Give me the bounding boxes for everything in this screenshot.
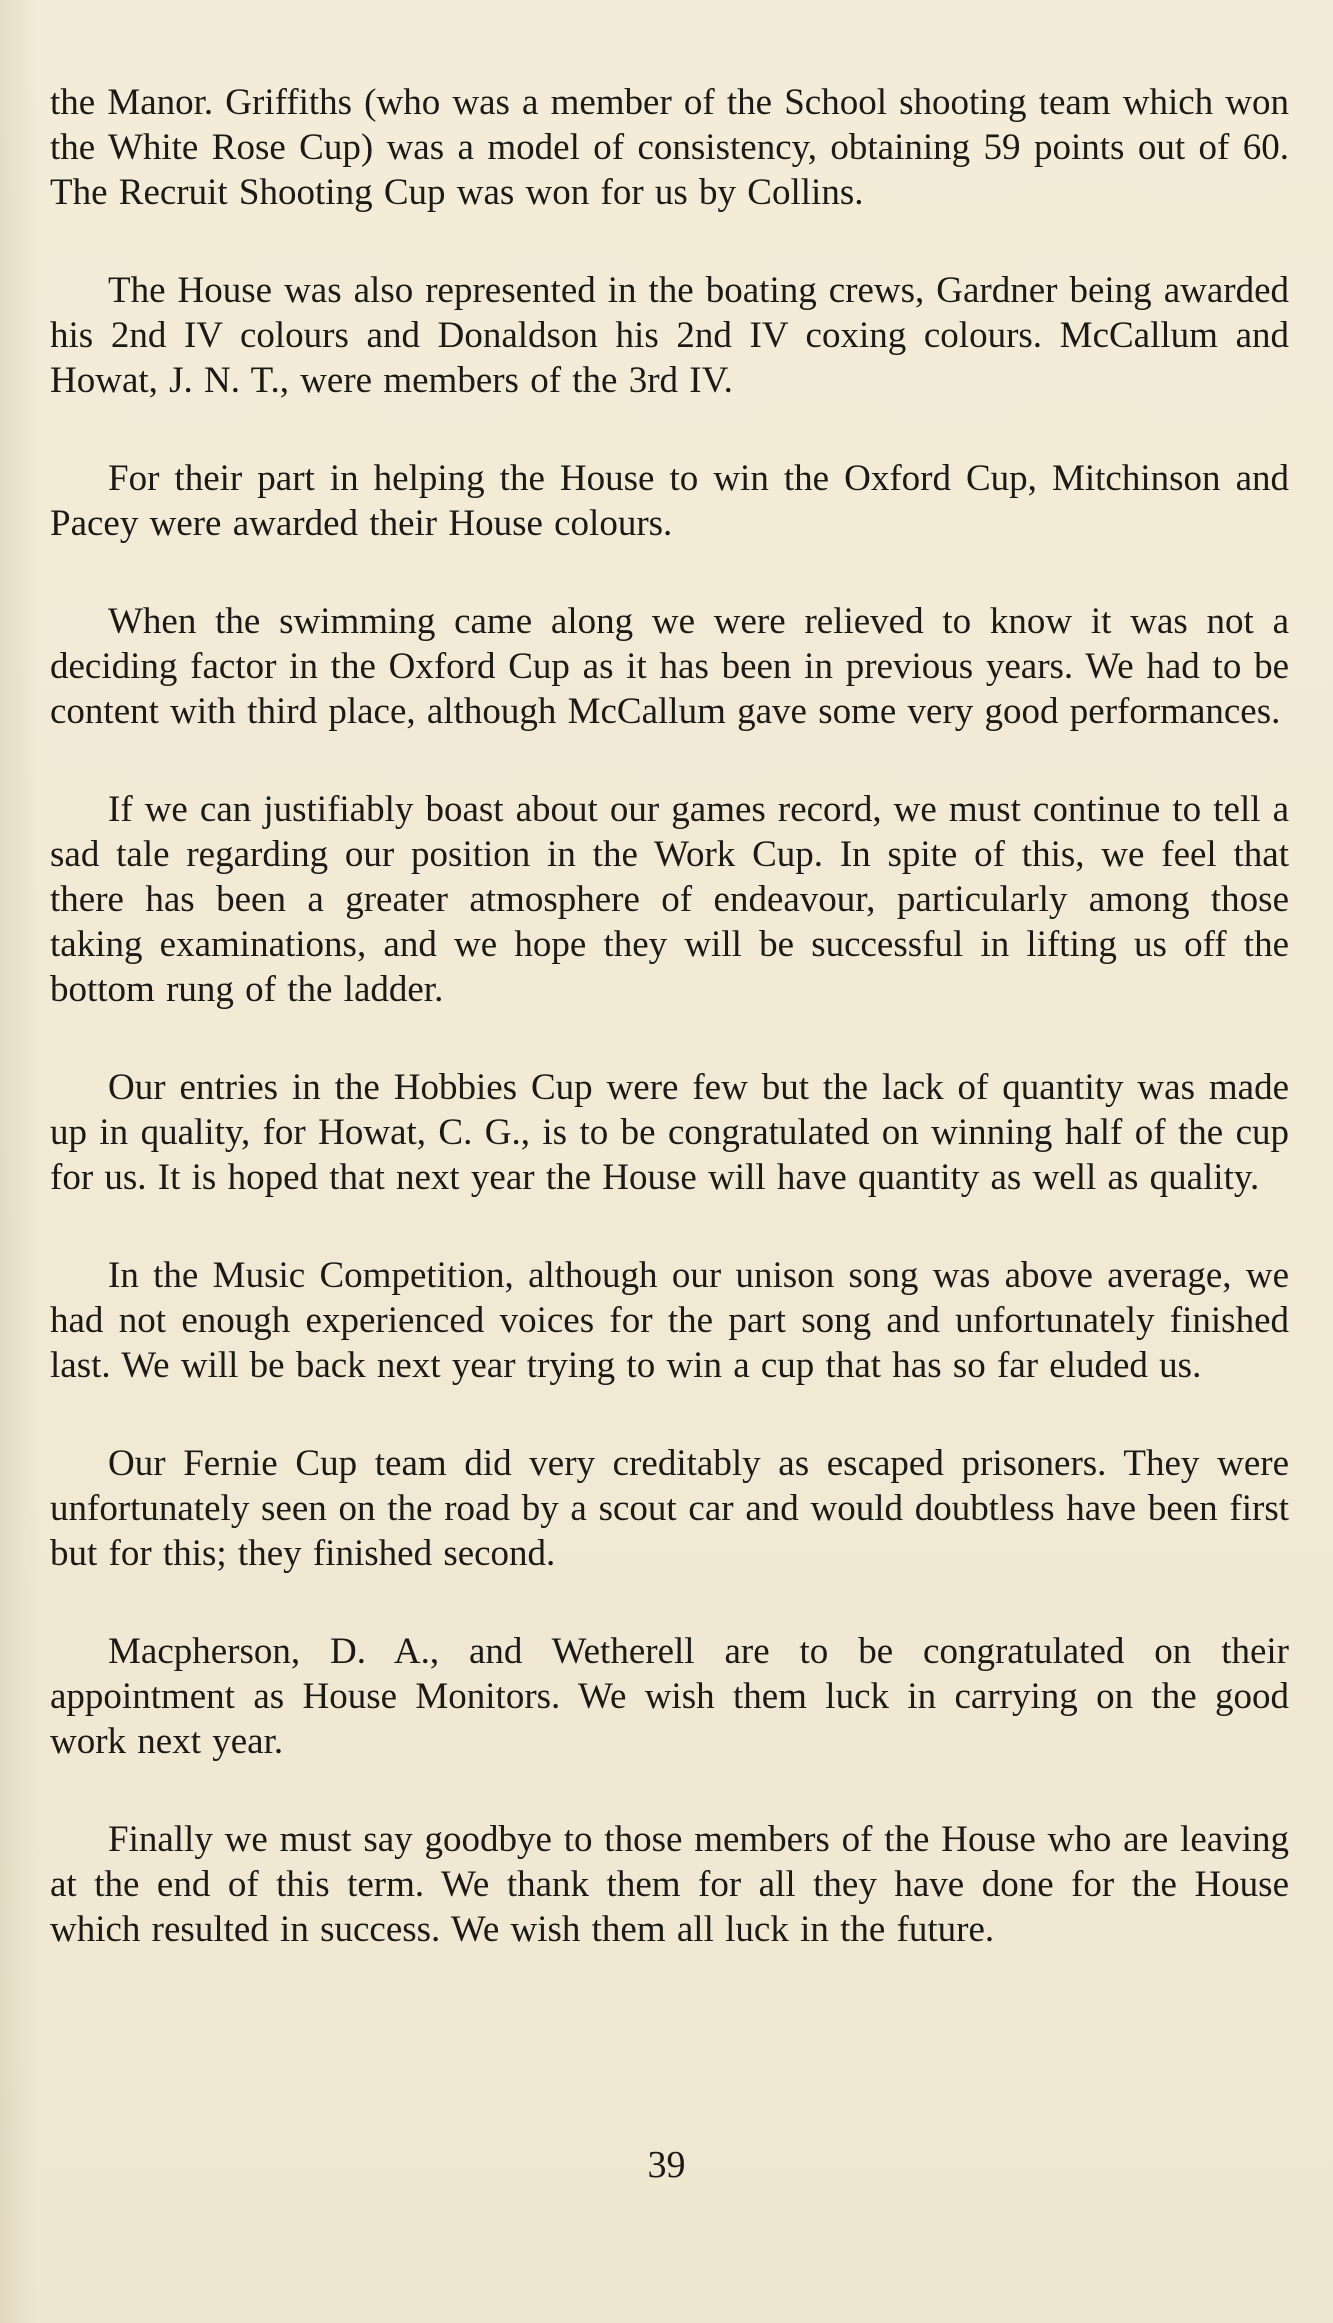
paragraph-fernie-cup: Our Fernie Cup team did very creditably as escaped prisoners. They were unfortunately seen on the road by a scout car and would doubtless have been first but for this; they finished second. — [50, 1443, 1289, 1574]
article-body — [50, 80, 1289, 1952]
paragraph-swimming: When the swimming came along we were relieved to know it was not a deciding factor in the Oxford Cup as it has been in previous years. We had to be content with third place, although McCallum gave some very good performances. — [50, 601, 1289, 732]
paragraph-boating: The House was also represented in the boating crews, Gardner being awarded his 2nd IV colours and Donaldson his 2nd IV coxing colours. McCallum and Howat, J. N. T., were members of the 3rd IV. — [50, 270, 1289, 401]
paragraph-work-cup: If we can justifiably boast about our games record, we must continue to tell a sad tale regarding our position in the Work Cup. In spite of this, we feel that there has been a greater atmosphere of endeavour, particularly among those taking examinations, and we hope they will be successful in lifting us off the bottom rung of the ladder. — [50, 789, 1289, 1010]
paragraph-farewell: Finally we must say goodbye to those members of the House who are leaving at the end of this term. We thank them for all they have done for the House which resulted in success. We wish them all luck in the future. — [50, 1819, 1289, 1950]
paragraph-house-colours: For their part in helping the House to win the Oxford Cup, Mitchinson and Pacey were awarded their House colours. — [50, 458, 1289, 544]
paragraph-hobbies-cup: Our entries in the Hobbies Cup were few but the lack of quantity was made up in quality, for Howat, C. G., is to be congratulated on winning half of the cup for us. It is hoped that next year the House will have quantity as well as quality. — [50, 1067, 1289, 1198]
paragraph-music-competition: In the Music Competition, although our unison song was above average, we had not enough experienced voices for the part song and unfortunately finished last. We will be back next year trying to win a cup that has so far eluded us. — [50, 1255, 1289, 1386]
paragraph-monitors: Macpherson, D. A., and Wetherell are to be congratulated on their appointment as House Monitors. We wish them luck in carrying on the good work next year. — [50, 1631, 1289, 1762]
page-number: 39 — [647, 2144, 686, 2186]
paragraph-shooting: the Manor. Griffiths (who was a member of the School shooting team which won the White Rose Cup) was a model of consistency, obtaining 59 points out of 60. The Recruit Shooting Cup was won for us by Collins. — [50, 82, 1289, 213]
